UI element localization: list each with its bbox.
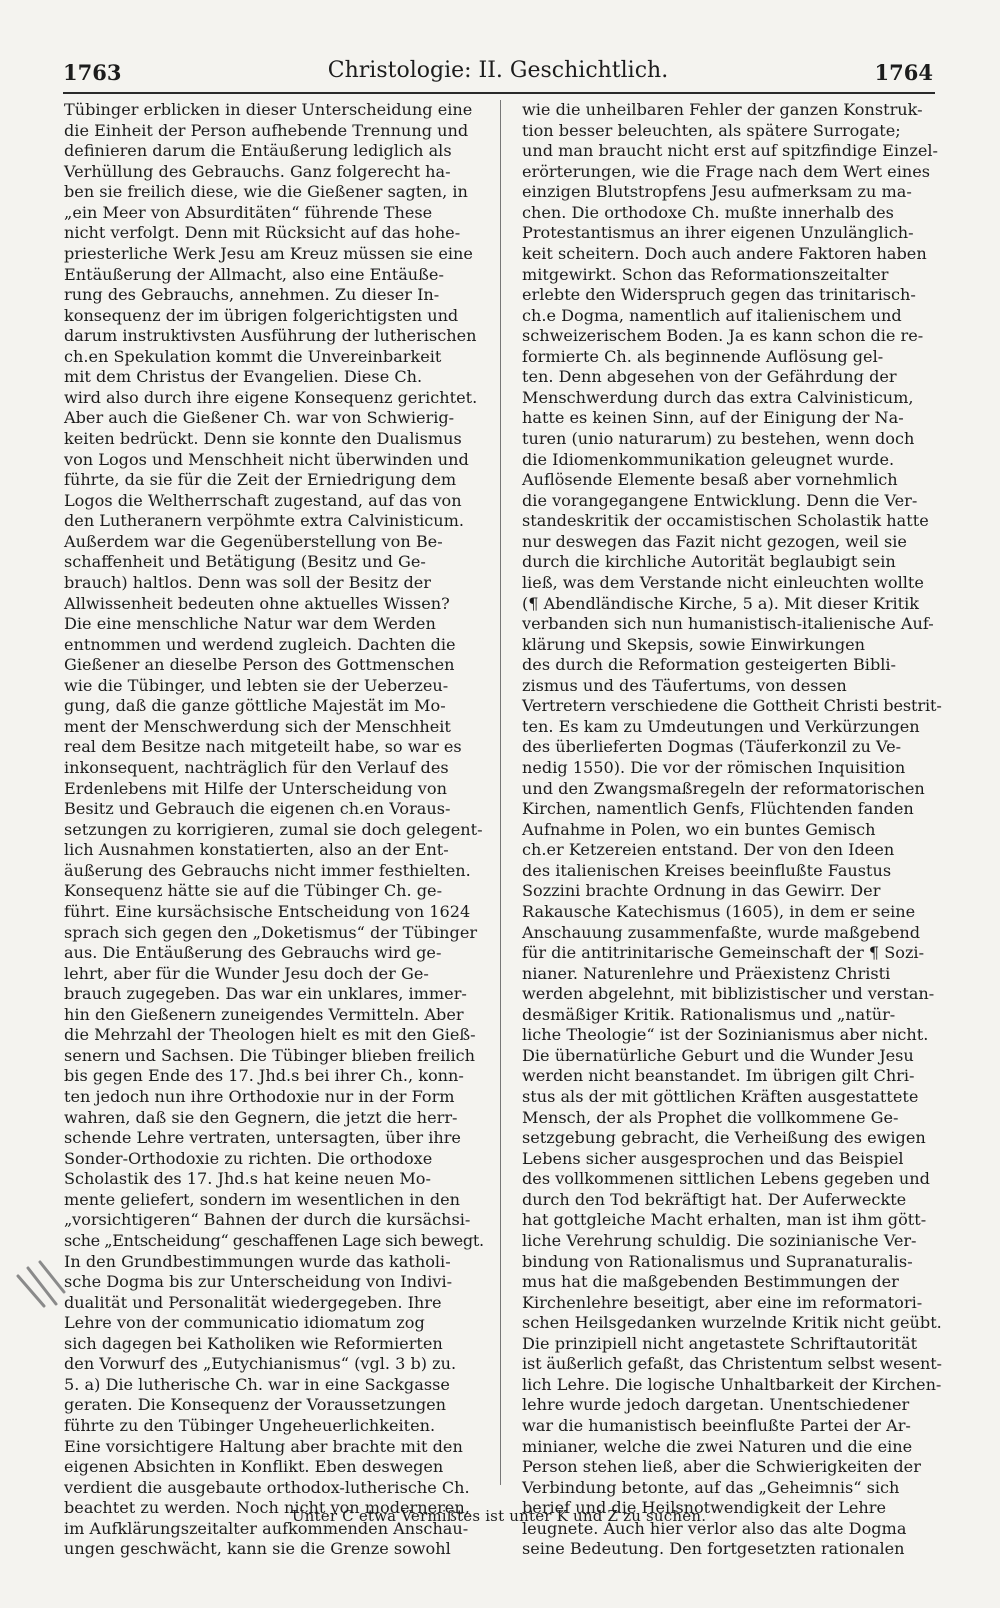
text-line: Sozzini brachte Ordnung in das Gewirr. Der — [522, 881, 881, 901]
text-line: mitgewirkt. Schon das Reformationszeitalter — [522, 264, 889, 284]
text-line: klärung und Skepsis, sowie Einwirkungen — [522, 634, 866, 654]
text-line: inkonsequent, nachträglich für den Verlauf des — [64, 758, 449, 777]
text-line: geraten. Die Konsequenz der Voraussetzungen — [64, 1395, 447, 1415]
text-line: Protestantismus an ihrer eigenen Unzulänglich- — [522, 223, 914, 243]
text-line: Scholastik des 17. Jhd.s hat keine neuen Mo- — [64, 1169, 431, 1189]
text-line: seine Bedeutung. Den fortgesetzten rationalen — [522, 1539, 905, 1559]
text-line: Die übernatürliche Geburt und die Wunder Jesu — [522, 1045, 914, 1065]
text-line: ten. Es kam zu Umdeutungen und Verkürzungen — [522, 716, 920, 736]
text-line: hatte es keinen Sinn, auf der Einigung der Na- — [522, 408, 904, 428]
text-line: ment der Menschwerdung sich der Menschheit — [64, 716, 451, 736]
text-line: Gießener an dieselbe Person des Gottmenschen — [64, 655, 455, 675]
text-line: einzigen Blutstropfens Jesu aufmerksam zu ma- — [522, 182, 912, 202]
text-line: lehrt, aber für die Wunder Jesu doch der Ge- — [64, 963, 429, 983]
text-line: Verhüllung des Gebrauchs. Ganz folgerecht ha- — [64, 161, 451, 181]
left-column — [64, 100, 484, 1559]
text-line: liche Theologie“ ist der Sozinianismus aber nicht. — [522, 1025, 929, 1045]
page-number-right: 1764 — [874, 60, 933, 85]
text-line: schende Lehre vertraten, untersagten, über ihre — [64, 1128, 461, 1148]
text-line: bis gegen Ende des 17. Jhd.s bei ihrer Ch., konn- — [64, 1066, 464, 1086]
text-line: die Idiomenkommunikation geleugnet wurde. — [522, 449, 895, 469]
text-line: eigenen Absichten in Konflikt. Eben deswegen — [64, 1457, 444, 1477]
text-line: schweizerischem Boden. Ja es kann schon die re- — [522, 326, 924, 346]
text-line: sich dagegen bei Katholiken wie Reformierten — [64, 1333, 443, 1353]
text-line: die Einheit der Person aufhebende Trennung und — [64, 120, 469, 140]
text-line: Sonder-Orthodoxie zu richten. Die orthodoxe — [64, 1148, 433, 1168]
text-line: nianer. Naturenlehre und Präexistenz Christi — [522, 963, 891, 983]
text-line: wie die unheilbaren Fehler der ganzen Konstruk- — [522, 100, 923, 119]
text-line: real dem Besitze nach mitgeteilt habe, so war es — [64, 737, 462, 757]
text-line: wird also durch ihre eigene Konsequenz gerichtet. — [64, 387, 478, 407]
text-line: konsequenz der im übrigen folgerichtigsten und — [64, 305, 459, 325]
text-line: turen (unio naturarum) zu bestehen, wenn doch — [522, 429, 915, 448]
text-line: sche Dogma bis zur Unterscheidung von Indivi- — [64, 1272, 453, 1292]
text-line: Rakausche Katechismus (1605), in dem er seine — [522, 901, 916, 921]
text-line: keit scheitern. Doch auch andere Faktoren haben — [522, 243, 927, 263]
text-line: Person stehen ließ, aber die Schwierigkeiten der — [522, 1457, 921, 1477]
running-title: Christologie: II. Geschichtlich. — [327, 58, 669, 83]
text-line: nur deswegen das Fazit nicht gezogen, weil sie — [522, 531, 907, 551]
text-line: Lehre von der communicatio idiomatum zog — [64, 1313, 425, 1333]
text-line: werden abgelehnt, mit biblizistischer und verstan- — [522, 984, 935, 1004]
page-header — [63, 56, 933, 90]
text-line: mit dem Christus der Evangelien. Diese Ch. — [64, 367, 423, 387]
text-line: und den Zwangsmaßregeln der reformatorischen — [522, 778, 925, 798]
text-line: für die antitrinitarische Gemeinschaft der ¶ Sozi- — [522, 943, 925, 963]
text-line: Mensch, der als Prophet die vollkommene Ge- — [522, 1107, 899, 1127]
text-line: Anschauung zusammenfaßte, wurde maßgebend — [522, 922, 921, 942]
text-line: In den Grundbestimmungen wurde das katholi- — [64, 1251, 451, 1271]
text-line: mente geliefert, sondern im wesentlichen in den — [64, 1189, 461, 1209]
text-line: „vorsichtigeren“ Bahnen der durch die kursächsi- — [64, 1210, 471, 1230]
text-line: führte zu den Tübinger Ungeheuerlichkeiten. — [64, 1416, 436, 1435]
text-line: stus als der mit göttlichen Kräften ausgestattete — [522, 1087, 919, 1106]
text-line: erörterungen, wie die Frage nach dem Wert eines — [522, 161, 930, 181]
text-line: und man braucht nicht erst auf spitzfindige Einzel- — [522, 141, 938, 161]
text-line: im Aufklärungszeitalter aufkommenden Anschau- — [64, 1518, 469, 1538]
text-line: Logos die Weltherrschaft zugestand, auf das von — [64, 490, 462, 510]
text-line: Konsequenz hätte sie auf die Tübinger Ch. ge- — [64, 881, 443, 901]
text-line: wie die Tübinger, und lebten sie der Ueberzeu- — [64, 675, 449, 695]
text-line: ch.er Ketzereien entstand. Der von den Ideen — [522, 840, 895, 860]
text-line: ließ, was dem Verstande nicht einleuchten wollte — [522, 572, 924, 592]
text-line: „ein Meer von Absurditäten“ führende These — [64, 202, 433, 222]
text-line: dualität und Personalität wiedergegeben. Ihre — [64, 1292, 442, 1312]
text-line: hin den Gießenern zuneigendes Vermitteln. Aber — [64, 1004, 464, 1024]
text-line: Die eine menschliche Natur war dem Werden — [64, 614, 436, 634]
page-footer-note: Unter C etwa Vermißtes ist unter K und Z zu suchen. — [291, 1507, 707, 1525]
text-line: des überlieferten Dogmas (Täuferkonzil zu Ve- — [522, 737, 902, 757]
text-line: bindung von Rationalismus und Supranaturalis- — [522, 1251, 913, 1271]
text-line: nedig 1550). Die vor der römischen Inquisition — [522, 758, 906, 777]
text-line: Tübinger erblicken in dieser Unterscheidung eine — [64, 100, 473, 119]
pencil-margin-mark — [12, 1248, 82, 1338]
text-line: schen Heilsgedanken wurzelnde Kritik nicht geübt. — [522, 1313, 942, 1333]
text-line: Außerdem war die Gegenüberstellung von Be- — [64, 531, 443, 551]
text-line: chen. Die orthodoxe Ch. mußte innerhalb des — [522, 202, 894, 222]
text-line: setzgebung gebracht, die Verheißung des ewigen — [522, 1128, 926, 1148]
text-line: ist äußerlich gefaßt, das Christentum selbst wesent- — [522, 1354, 942, 1374]
column-divider — [500, 100, 501, 1485]
text-line: Aufnahme in Polen, wo ein buntes Gemisch — [522, 819, 876, 839]
text-line: Vertretern verschiedene die Gottheit Christi bestrit- — [522, 696, 942, 716]
text-line: mus hat die maßgebenden Bestimmungen der — [522, 1272, 899, 1292]
text-line: senern und Sachsen. Die Tübinger blieben freilich — [64, 1045, 476, 1065]
text-line: Auflösende Elemente besaß aber vornehmlich — [522, 470, 898, 490]
text-line: von Logos und Menschheit nicht überwinden und — [64, 449, 469, 469]
text-line: durch den Tod bekräftigt hat. Der Auferweckte — [522, 1189, 907, 1209]
text-line: Kirchenlehre beseitigt, aber eine im reformatori- — [522, 1292, 923, 1312]
text-line: berief und die Heilsnotwendigkeit der Lehre — [522, 1498, 886, 1518]
text-line: minianer, welche die zwei Naturen und die eine — [522, 1436, 913, 1456]
text-line: Allwissenheit bedeuten ohne aktuelles Wissen? — [64, 593, 450, 613]
text-line: Besitz und Gebrauch die eigenen ch.en Voraus- — [64, 799, 451, 819]
text-line: 5. a) Die lutherische Ch. war in eine Sackgasse — [64, 1374, 450, 1394]
text-line: des italienischen Kreises beeinflußte Faustus — [522, 860, 892, 880]
text-line: führte, da sie für die Zeit der Erniedrigung dem — [64, 470, 457, 490]
text-line: keiten bedrückt. Denn sie konnte den Dualismus — [64, 429, 462, 448]
text-line: durch die kirchliche Autorität beglaubigt sein — [522, 552, 896, 572]
text-line: ten. Denn abgesehen von der Gefährdung der — [522, 367, 897, 387]
text-line: hat gottgleiche Macht erhalten, man ist ihm gött- — [522, 1210, 927, 1230]
text-line: äußerung des Gebrauchs nicht immer festhielten. — [64, 860, 471, 880]
text-line: Kirchen, namentlich Genfs, Flüchtenden fanden — [522, 799, 914, 819]
text-line: setzungen zu korrigieren, zumal sie doch gelegent- — [64, 819, 483, 839]
text-line: den Lutheranern verpöhmte extra Calvinisticum. — [64, 511, 465, 531]
text-line: die vorangegangene Entwicklung. Denn die Ver- — [522, 490, 918, 510]
right-column — [522, 100, 942, 1559]
text-line: den Vorwurf des „Eutychianismus“ (vgl. 3 b) zu. — [64, 1354, 457, 1374]
text-line: sprach sich gegen den „Doketismus“ der Tübinger — [64, 922, 478, 942]
text-line: war die humanistisch beeinflußte Partei der Ar- — [522, 1416, 911, 1435]
text-line: desmäßiger Kritik. Rationalismus und „natür- — [522, 1004, 896, 1024]
text-line: des vollkommenen sittlichen Lebens gegeben und — [522, 1169, 930, 1189]
text-line: werden nicht beanstandet. Im übrigen gilt Chri- — [522, 1066, 915, 1086]
text-line: aus. Die Entäußerung des Gebrauchs wird ge- — [64, 943, 442, 963]
text-line: Aber auch die Gießener Ch. war von Schwierig- — [64, 408, 455, 428]
text-line: lich Ausnahmen konstatierten, also an der Ent- — [64, 840, 449, 860]
text-line: lich Lehre. Die logische Unhaltbarkeit der Kirchen- — [522, 1374, 942, 1394]
text-line: wahren, daß sie den Gegnern, die jetzt die herr- — [64, 1107, 458, 1127]
text-line: sche „Entscheidung“ geschaffenen Lage sich bewegt. — [64, 1230, 484, 1250]
header-rule — [63, 92, 935, 94]
text-line: (¶ Abendländische Kirche, 5 a). Mit dieser Kritik — [522, 593, 920, 613]
text-line: standeskritik der occamistischen Scholastik hatte — [522, 511, 929, 531]
text-line: brauch) haltlos. Denn was soll der Besitz der — [64, 572, 431, 592]
text-line: zismus und des Täufertums, von dessen — [522, 675, 847, 695]
text-line: Entäußerung der Allmacht, also eine Entäuße- — [64, 264, 444, 284]
text-line: brauch zugegeben. Das war ein unklares, immer- — [64, 984, 467, 1004]
text-line: Menschwerdung durch das extra Calvinisticum, — [522, 387, 914, 407]
text-line: die Mehrzahl der Theologen hielt es mit den Gieß- — [64, 1025, 476, 1045]
text-line: entnommen und werdend zugleich. Dachten die — [64, 634, 456, 654]
text-line: ten jedoch nun ihre Orthodoxie nur in der Form — [64, 1087, 455, 1106]
text-line: schaffenheit und Betätigung (Besitz und Ge- — [64, 552, 426, 572]
text-line: lehre wurde jedoch dargetan. Unentschiedener — [522, 1395, 910, 1415]
text-line: rung des Gebrauchs, annehmen. Zu dieser In- — [64, 285, 440, 305]
text-line: Lebens sicher ausgesprochen und das Beispiel — [522, 1148, 904, 1168]
text-line: gung, daß die ganze göttliche Majestät im Mo- — [64, 696, 446, 716]
text-line: verbanden sich nun humanistisch-italienische Auf- — [522, 614, 934, 634]
text-line: ungen geschwächt, kann sie die Grenze sowohl — [64, 1539, 451, 1559]
text-line: führt. Eine kursächsische Entscheidung von 1624 — [64, 901, 471, 921]
text-line: Eine vorsichtigere Haltung aber brachte mit den — [64, 1436, 463, 1456]
text-line: priesterliche Werk Jesu am Kreuz müssen sie eine — [64, 243, 473, 263]
text-line: formierte Ch. als beginnende Auflösung gel- — [522, 346, 884, 366]
text-line: Erdenlebens mit Hilfe der Unterscheidung von — [64, 778, 447, 798]
text-line: verdient die ausgebaute orthodox-lutherische Ch. — [64, 1477, 470, 1497]
text-line: ch.en Spekulation kommt die Unvereinbarkeit — [64, 346, 442, 366]
text-line: ben sie freilich diese, wie die Gießener sagten, in — [64, 182, 468, 202]
text-line: tion besser beleuchten, als spätere Surrogate; — [522, 120, 901, 140]
text-line: darum instruktivsten Ausführung der lutherischen — [64, 326, 477, 346]
text-line: nicht verfolgt. Denn mit Rücksicht auf das hohe- — [64, 223, 461, 243]
text-line: des durch die Reformation gesteigerten Bibli- — [522, 655, 896, 675]
text-line: liche Verehrung schuldig. Die sozinianische Ver- — [522, 1230, 917, 1250]
text-line: Die prinzipiell nicht angetastete Schriftautorität — [522, 1333, 918, 1353]
page-number-left: 1763 — [63, 60, 122, 85]
text-line: beachtet zu werden. Noch nicht von moderneren, — [64, 1498, 470, 1518]
text-line: definieren darum die Entäußerung lediglich als — [64, 141, 452, 161]
text-line: erlebte den Widerspruch gegen das trinitarisch- — [522, 285, 916, 305]
text-line: ch.e Dogma, namentlich auf italienischem und — [522, 305, 902, 325]
text-line: leugnete. Auch hier verlor also das alte Dogma — [522, 1518, 907, 1538]
text-line: Verbindung betonte, auf das „Geheimnis“ sich — [522, 1477, 900, 1497]
